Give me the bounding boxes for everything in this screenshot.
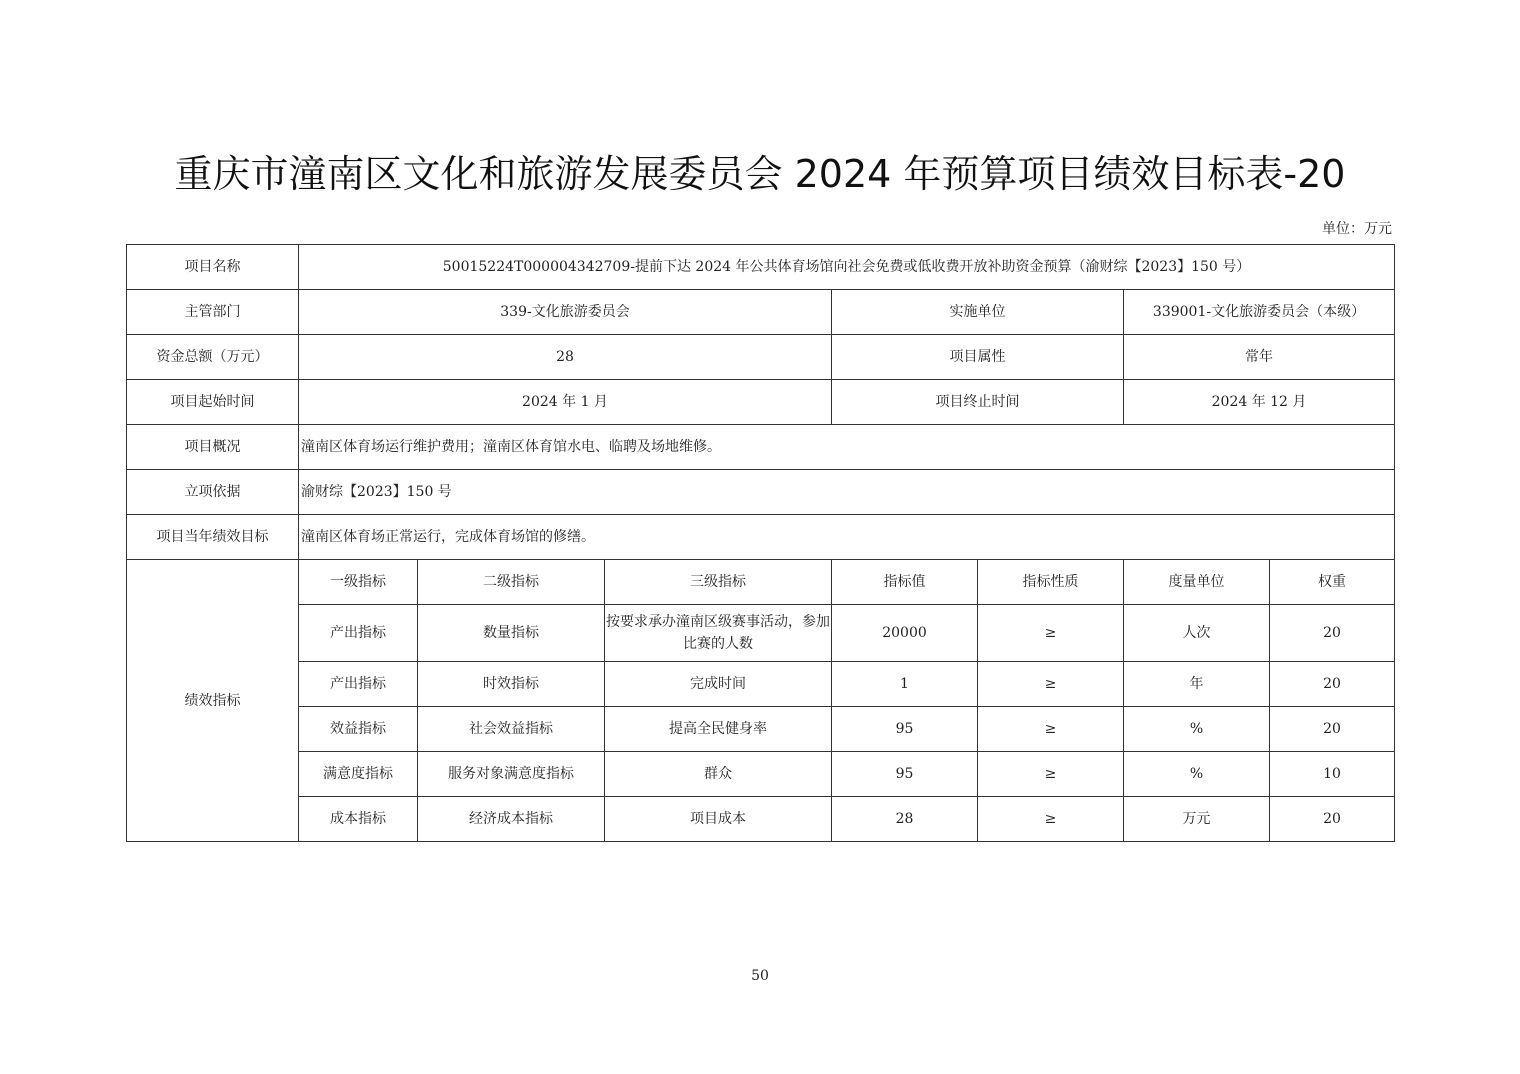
weight-cell: 20 [1270, 662, 1395, 707]
nature-cell: ≥ [978, 707, 1124, 752]
impl-label: 实施单位 [832, 290, 1124, 335]
performance-table [126, 244, 1395, 842]
unit-label: 单位：万元 [1322, 221, 1392, 237]
attr-value: 常年 [1124, 335, 1395, 380]
page-title: 重庆市潼南区文化和旅游发展委员会 2024 年预算项目绩效目标表-20 [174, 152, 1346, 196]
level3-cell: 群众 [605, 752, 832, 797]
weight-cell: 20 [1270, 797, 1395, 842]
goal-value: 潼南区体育场正常运行，完成体育场馆的修缮。 [299, 515, 1395, 560]
header-cell: 指标值 [832, 560, 978, 605]
header-cell: 二级指标 [418, 560, 605, 605]
level1-cell: 成本指标 [299, 797, 418, 842]
table-row [127, 245, 1395, 290]
table-row [127, 470, 1395, 515]
unit-cell: 万元 [1124, 797, 1270, 842]
level1-cell: 效益指标 [299, 707, 418, 752]
unit-cell: 年 [1124, 662, 1270, 707]
fund-label: 资金总额（万元） [127, 335, 299, 380]
nature-cell: ≥ [978, 662, 1124, 707]
value-cell: 95 [832, 707, 978, 752]
level2-cell: 经济成本指标 [418, 797, 605, 842]
weight-cell: 20 [1270, 605, 1395, 662]
level1-cell: 满意度指标 [299, 752, 418, 797]
goal-label: 项目当年绩效目标 [127, 515, 299, 560]
header-cell: 三级指标 [605, 560, 832, 605]
indicator-row [127, 662, 1395, 707]
indicator-row [127, 707, 1395, 752]
table-row [127, 380, 1395, 425]
level1-cell: 产出指标 [299, 662, 418, 707]
page-number: 50 [751, 968, 769, 984]
overview-value: 潼南区体育场运行维护费用；潼南区体育馆水电、临聘及场地维修。 [299, 425, 1395, 470]
project-name-value: 50015224T000004342709-提前下达 2024 年公共体育场馆向社会免费或低收费开放补助资金预算（渝财综【2023】150 号） [299, 245, 1395, 290]
level3-cell: 按要求承办潼南区级赛事活动，参加比赛的人数 [605, 605, 832, 662]
basis-value: 渝财综【2023】150 号 [299, 470, 1395, 515]
overview-label: 项目概况 [127, 425, 299, 470]
attr-label: 项目属性 [832, 335, 1124, 380]
value-cell: 95 [832, 752, 978, 797]
table-row [127, 425, 1395, 470]
dept-label: 主管部门 [127, 290, 299, 335]
header-cell: 权重 [1270, 560, 1395, 605]
table-row [127, 515, 1395, 560]
project-name-label: 项目名称 [127, 245, 299, 290]
nature-cell: ≥ [978, 797, 1124, 842]
table-row [127, 335, 1395, 380]
nature-cell: ≥ [978, 605, 1124, 662]
unit-cell: % [1124, 752, 1270, 797]
unit-cell: 人次 [1124, 605, 1270, 662]
header-cell: 一级指标 [299, 560, 418, 605]
start-label: 项目起始时间 [127, 380, 299, 425]
impl-value: 339001-文化旅游委员会（本级） [1124, 290, 1395, 335]
level3-cell: 项目成本 [605, 797, 832, 842]
level2-cell: 社会效益指标 [418, 707, 605, 752]
indicator-header-row [127, 560, 1395, 605]
value-cell: 20000 [832, 605, 978, 662]
header-cell: 度量单位 [1124, 560, 1270, 605]
level2-cell: 数量指标 [418, 605, 605, 662]
fund-value: 28 [299, 335, 832, 380]
indicators-section-label: 绩效指标 [127, 560, 299, 842]
value-cell: 1 [832, 662, 978, 707]
weight-cell: 20 [1270, 707, 1395, 752]
weight-cell: 10 [1270, 752, 1395, 797]
indicator-row [127, 797, 1395, 842]
end-value: 2024 年 12 月 [1124, 380, 1395, 425]
nature-cell: ≥ [978, 752, 1124, 797]
end-label: 项目终止时间 [832, 380, 1124, 425]
table-row [127, 290, 1395, 335]
level1-cell: 产出指标 [299, 605, 418, 662]
header-cell: 指标性质 [978, 560, 1124, 605]
level3-cell: 提高全民健身率 [605, 707, 832, 752]
start-value: 2024 年 1 月 [299, 380, 832, 425]
value-cell: 28 [832, 797, 978, 842]
basis-label: 立项依据 [127, 470, 299, 515]
level2-cell: 时效指标 [418, 662, 605, 707]
level2-cell: 服务对象满意度指标 [418, 752, 605, 797]
indicator-row [127, 752, 1395, 797]
unit-cell: % [1124, 707, 1270, 752]
dept-value: 339-文化旅游委员会 [299, 290, 832, 335]
indicator-row [127, 605, 1395, 662]
level3-cell: 完成时间 [605, 662, 832, 707]
